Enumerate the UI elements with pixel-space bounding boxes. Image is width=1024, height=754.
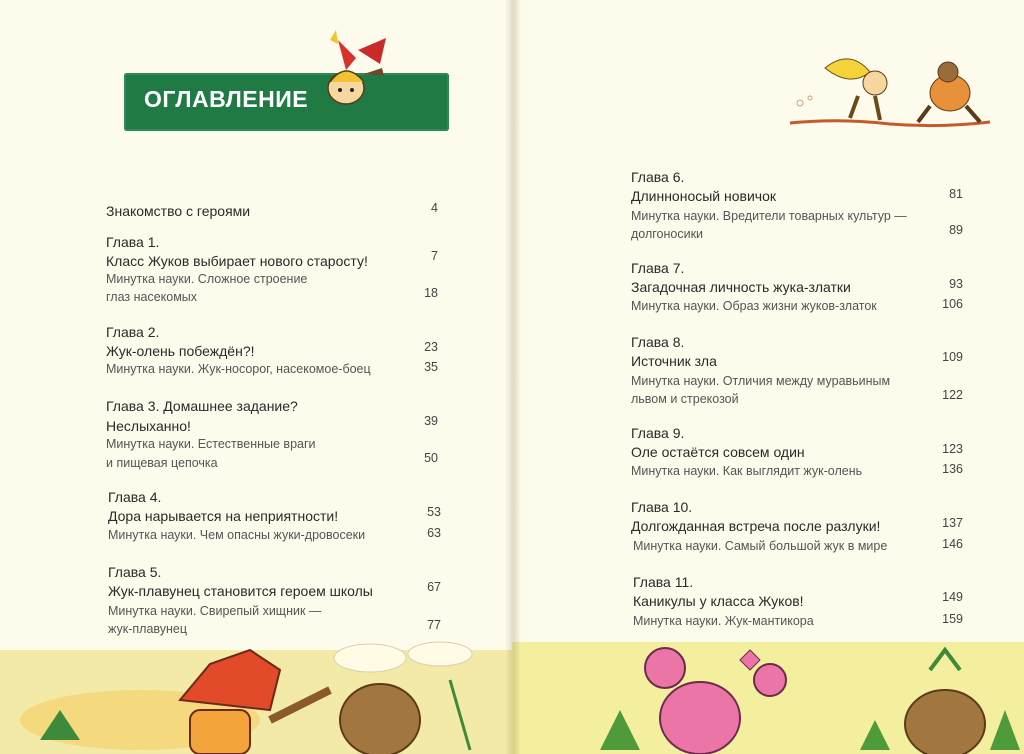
sub-line: Минутка науки. Отличия между муравьиным (631, 374, 891, 388)
science-minute-entry[interactable] (108, 602, 408, 638)
sub-line: глаз насекомых (106, 290, 198, 304)
toc-title: ОГЛАВЛЕНИЕ (144, 86, 309, 112)
page-number: 89 (949, 223, 963, 237)
page-number: 106 (942, 297, 963, 311)
science-minute-entry[interactable] (106, 270, 406, 306)
intro-title: Знакомство с героями (106, 203, 251, 219)
sub-line: жук-плавунец (108, 622, 188, 636)
page-number: 146 (942, 537, 963, 551)
toc-chapter-5[interactable] (108, 563, 428, 601)
chapter-label: Глава 11. (633, 574, 694, 590)
toc-entry-intro[interactable] (106, 203, 441, 219)
sub-line: Минутка науки. Естественные враги (106, 437, 316, 451)
chapter-label: Глава 8. (631, 334, 685, 350)
flying-girl-illustration (308, 30, 398, 110)
science-minute-entry[interactable] (631, 207, 941, 243)
page-number: 136 (942, 462, 963, 476)
page-number: 53 (427, 505, 441, 519)
science-minute-entry[interactable] (631, 372, 931, 408)
chapter-label: Глава 2. (106, 324, 160, 340)
science-minute-entry[interactable] (106, 435, 406, 473)
chapter-title: Загадочная личность жука-златки (631, 279, 851, 295)
page-number: 63 (427, 526, 441, 540)
sub-line: Минутка науки. Образ жизни жуков-златок (631, 299, 877, 313)
science-minute-entry[interactable] (631, 297, 931, 315)
page-number: 149 (942, 590, 963, 604)
chapter-label: Глава 4. (108, 489, 162, 505)
page-number: 81 (949, 187, 963, 201)
chapter-title: Жук-плавунец становится героем школы (108, 583, 373, 599)
chapter-title: Длинноносый новичок (631, 188, 776, 204)
page-number: 4 (431, 201, 438, 215)
science-minute-entry[interactable] (106, 360, 406, 378)
science-minute-entry[interactable] (633, 537, 933, 555)
sub-line: Минутка науки. Свирепый хищник — (108, 604, 322, 618)
sub-line: Минутка науки. Вредители товарных культур — (631, 209, 907, 223)
bottom-characters-illustration (0, 640, 1024, 754)
sub-line: Минутка науки. Жук-носорог, насекомое-боец (106, 362, 371, 376)
toc-title-banner (124, 73, 449, 131)
toc-chapter-8[interactable] (631, 333, 931, 371)
chapter-label: Глава 1. (106, 234, 160, 250)
sub-line: Минутка науки. Как выглядит жук-олень (631, 464, 863, 478)
page-number: 23 (424, 340, 438, 354)
page-number: 93 (949, 277, 963, 291)
toc-chapter-11[interactable] (633, 573, 933, 611)
chapter-label: Глава 5. (108, 564, 162, 580)
science-minute-entry[interactable] (633, 612, 933, 630)
toc-chapter-6[interactable] (631, 168, 931, 206)
science-minute-entry[interactable] (108, 526, 413, 544)
chapter-title: Оле остаётся совсем один (631, 444, 805, 460)
chapter-title: Каникулы у класса Жуков! (633, 593, 804, 609)
toc-chapter-9[interactable] (631, 424, 931, 462)
sub-line: Минутка науки. Самый большой жук в мире (633, 539, 888, 553)
sub-line: львом и стрекозой (631, 392, 739, 406)
chapter-label: Глава 10. (631, 499, 693, 515)
page-number: 39 (424, 414, 438, 428)
chapter-title: Дора нарывается на неприятности! (108, 508, 339, 524)
chapter-title: Неслыханно! (106, 418, 191, 434)
page-number: 159 (942, 612, 963, 626)
toc-chapter-3[interactable] (106, 396, 426, 436)
page-number: 123 (942, 442, 963, 456)
toc-chapter-4[interactable] (108, 488, 428, 526)
sub-line: и пищевая цепочка (106, 456, 218, 470)
toc-chapter-1[interactable] (106, 233, 426, 271)
page-number: 7 (431, 249, 438, 263)
sub-line: долгоносики (631, 227, 704, 241)
chapter-label: Глава 3. Домашнее задание? (106, 398, 298, 414)
toc-chapter-7[interactable] (631, 259, 931, 297)
chase-illustration (780, 48, 1000, 134)
page-number: 18 (424, 286, 438, 300)
chapter-title: Долгожданная встреча после разлуки! (631, 518, 881, 534)
chapter-label: Глава 9. (631, 425, 685, 441)
page-number: 122 (942, 388, 963, 402)
chapter-label: Глава 7. (631, 260, 685, 276)
sub-line: Минутка науки. Чем опасны жуки-дровосеки (108, 528, 366, 542)
page-number: 77 (427, 618, 441, 632)
page-number: 137 (942, 516, 963, 530)
page-number: 35 (424, 360, 438, 374)
page-number: 109 (942, 350, 963, 364)
chapter-title: Источник зла (631, 353, 717, 369)
toc-chapter-10[interactable] (631, 498, 931, 536)
page-number: 50 (424, 451, 438, 465)
sub-line: Минутка науки. Сложное строение (106, 272, 308, 286)
page-number: 67 (427, 580, 441, 594)
chapter-label: Глава 6. (631, 169, 685, 185)
science-minute-entry[interactable] (631, 462, 931, 480)
chapter-title: Класс Жуков выбирает нового старосту! (106, 253, 368, 269)
toc-chapter-2[interactable] (106, 323, 426, 361)
chapter-title: Жук-олень побеждён?! (106, 343, 255, 359)
sub-line: Минутка науки. Жук-мантикора (633, 614, 814, 628)
